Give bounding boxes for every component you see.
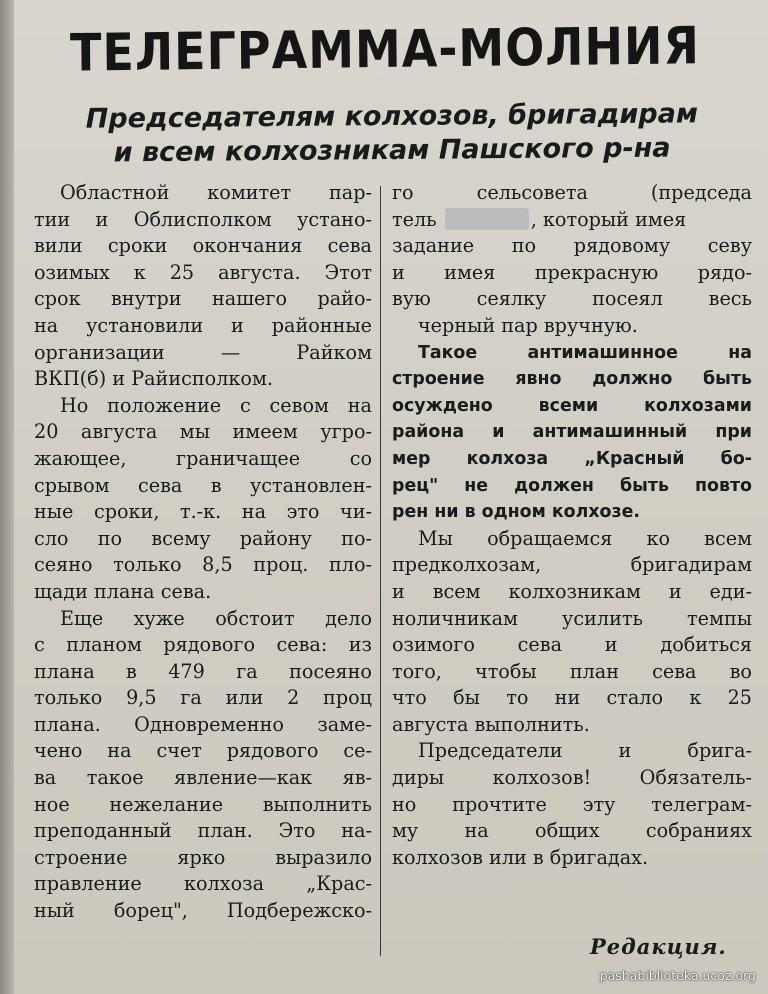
text-line: срывом сева в установлен- — [34, 473, 372, 497]
text-line: му на общих собраниях — [392, 819, 752, 843]
text-line: ноличникам усилить темпы — [392, 606, 752, 630]
subheadline-line-2: и всем колхозникам Пашского р-на — [113, 132, 671, 169]
text-line: колхозов или в бригадах. — [392, 845, 649, 869]
text-line: ва такое явление—как яв- — [34, 766, 372, 790]
text-line: вую сеялку посеял весь — [392, 287, 752, 311]
text-line: строение явно должно быть — [392, 369, 752, 390]
text-line: 20 августа мы имеем угро- — [34, 420, 372, 444]
right-column — [392, 180, 752, 871]
left-column — [34, 180, 372, 925]
page-edge-shadow — [0, 0, 14, 994]
watermark: pashabiblioteka.ucoz.org — [599, 968, 756, 983]
text-line: сло по всему району по- — [34, 526, 372, 550]
text-line-with-redaction — [392, 207, 752, 234]
text-line: задание по рядовому севу — [392, 234, 752, 258]
text-line: ный борец", Подбережско- — [34, 899, 372, 923]
text-line: Еще хуже обстоит дело — [60, 606, 372, 630]
text-line: жающее, граничащее со — [34, 446, 372, 470]
text-line: ВКП(б) и Райисполком. — [34, 367, 273, 391]
text-line: Мы обращаемся ко всем — [418, 526, 752, 550]
text-line: го сельсовета (председа — [392, 181, 752, 204]
text-line: тии и Облисполком устано- — [34, 207, 372, 231]
text-line: вили сроки окончания сева — [34, 234, 372, 258]
text-line: рец" не должен быть повто — [392, 475, 752, 496]
text-line: августа выполнить. — [392, 712, 590, 736]
text-line: озимых к 25 августа. Этот — [34, 260, 372, 284]
subheadline-line-1: Председателям колхозов, бригадирам — [85, 98, 699, 135]
text-line: сеяно только 8,5 проц. пло- — [34, 553, 372, 577]
text-line: срок внутри нашего райо- — [34, 287, 372, 311]
text-line: чено на счет рядового се- — [34, 739, 372, 763]
text-line: и имея прекрасную рядо- — [392, 260, 752, 284]
text-line: ное нежелание выполнить — [34, 792, 372, 816]
text-line: и всем колхозникам и еди- — [392, 579, 752, 603]
headline: ТЕЛЕГРАММА-МОЛНИЯ — [69, 15, 701, 83]
text-line: на установили и районные — [34, 313, 372, 337]
text-line: что бы то ни стало к 25 — [392, 686, 752, 710]
redacted-name-block — [445, 208, 529, 230]
text-line: Но положение с севом на — [60, 393, 372, 417]
column-divider — [380, 186, 381, 956]
text-line: предколхозам, бригадирам — [392, 553, 752, 577]
text-line: плана. Одновременно заме- — [34, 712, 372, 736]
text-line: диры колхозов! Обязатель- — [392, 766, 752, 790]
text-line: строение ярко выразило — [34, 845, 372, 869]
text-line: Такое антимашинное на — [418, 342, 752, 363]
text-line: осуждено всеми колхозами — [392, 395, 752, 416]
text-line: организации — Райком — [34, 340, 372, 364]
text-line: Председатели и брига- — [418, 739, 752, 763]
text-line: мер колхоза „Красный бо- — [392, 448, 752, 469]
text-line: того, чтобы план сева во — [392, 659, 752, 683]
text-fragment: тель — [392, 207, 437, 231]
text-line: Областной комитет пар- — [60, 181, 372, 204]
text-line: черный пар вручную. — [418, 313, 638, 337]
text-line: преподанный план. Это на- — [34, 819, 372, 843]
text-line: только 9,5 га или 2 проц — [34, 686, 372, 710]
text-line: ные сроки, т.-к. на это чи- — [34, 500, 372, 524]
text-line: щади плана сева. — [34, 579, 212, 603]
bold-paragraph — [392, 340, 752, 526]
subheadline — [24, 97, 761, 171]
text-fragment: , который имея — [530, 207, 687, 231]
text-line: озимого сева и добиться — [392, 633, 752, 657]
text-line: правление колхоза „Крас- — [34, 872, 372, 896]
signature: Редакция. — [590, 934, 727, 959]
text-line: с планом рядового сева: из — [34, 633, 372, 657]
text-line: плана в 479 га посеяно — [34, 659, 372, 683]
text-line: но прочтите эту телеграм- — [392, 792, 752, 816]
text-line: рен ни в одном колхозе. — [392, 502, 641, 523]
text-line: района и антимашинный при — [392, 422, 752, 443]
